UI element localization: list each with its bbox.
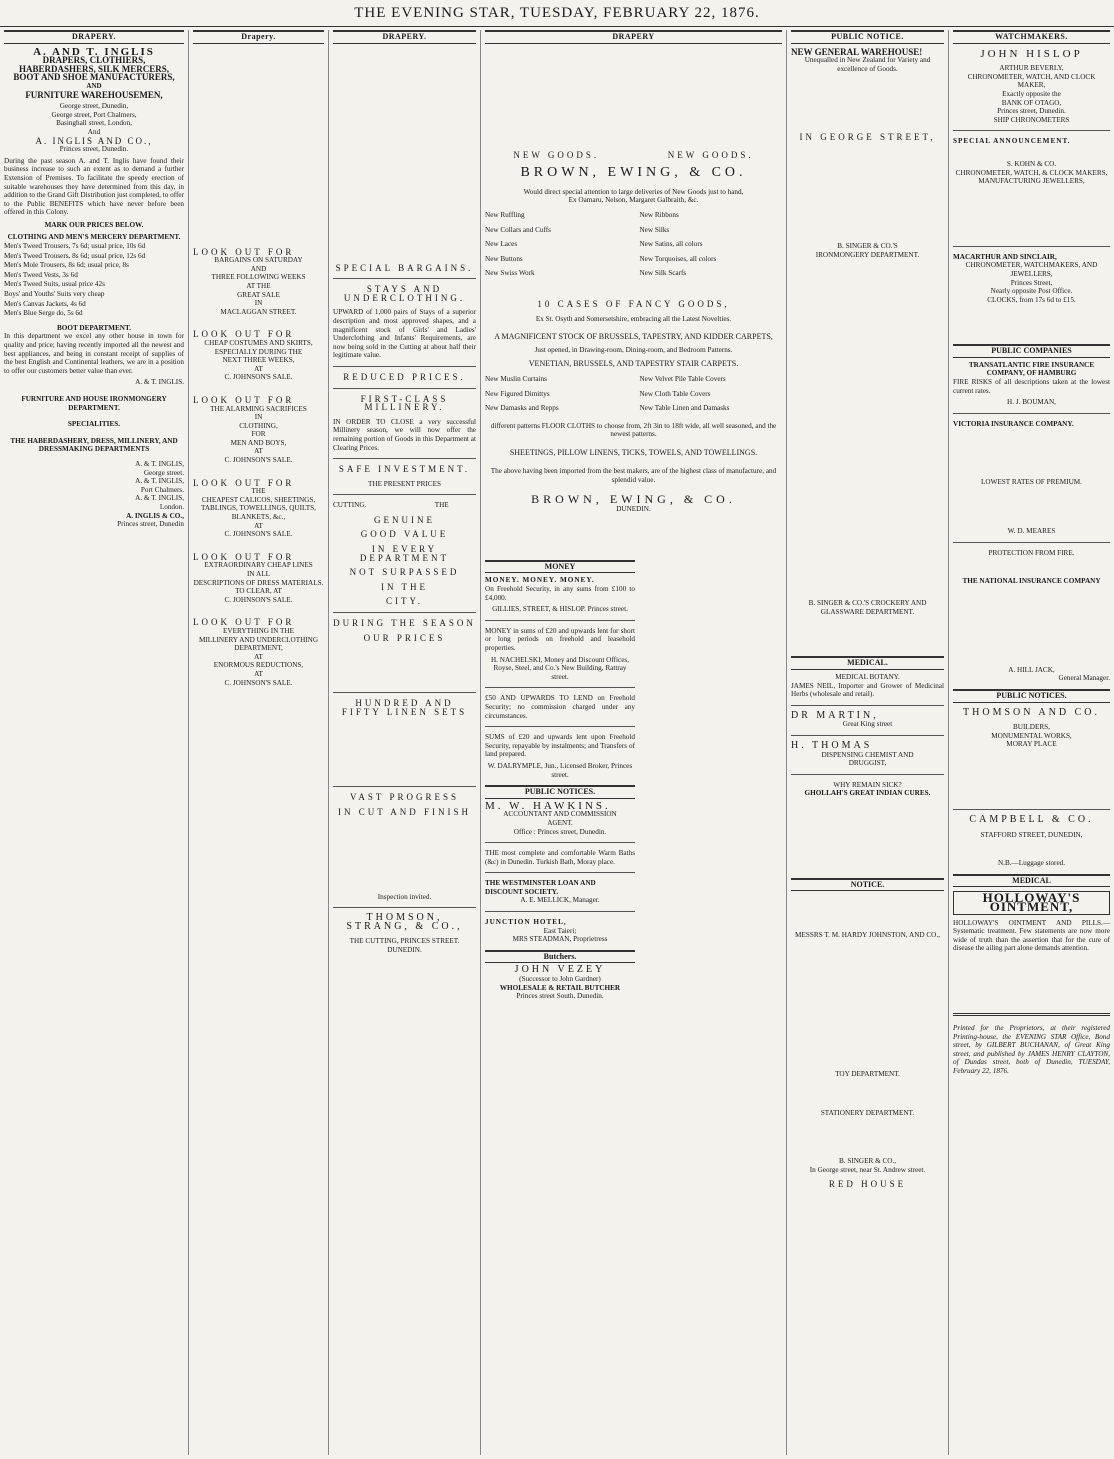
national-insurance: THE NATIONAL INSURANCE COMPANY: [962, 577, 1101, 586]
meares: W. D. MEARES: [1007, 527, 1056, 536]
our-prices: OUR PRICES: [363, 632, 446, 643]
baths: THE most complete and comfortable Warm Baths (&c) in Dunedin. Turkish Bath, Moray place.: [485, 849, 635, 866]
medical-header: MEDICAL.: [791, 656, 944, 670]
column-brown-ewing: [480, 30, 786, 1455]
money-column: [485, 554, 635, 1001]
cut-and-finish: IN CUT AND FINISH: [337, 807, 472, 817]
in-the: IN THE: [380, 581, 429, 592]
dr-martin: DR MARTIN,: [791, 709, 879, 721]
printer-imprint: Printed for the Proprietors, at their registered Printing-house, the EVENING STAR Office, Bond street, by GILBERT BUCHANAN, of Great King street, and published by JAMES HENRY CLAYTON, of Dundas street, both of Dunedin, TUESDAY, February 22, 1876.: [953, 1023, 1110, 1075]
clothing-department: CLOTHING AND MEN'S MERCERY DEPARTMENT.: [7, 233, 181, 242]
safe-investment: SAFE INVESTMENT.: [338, 464, 471, 475]
junction-hotel: JUNCTION HOTEL,: [485, 918, 567, 927]
why-sick: WHY REMAIN SICK?: [833, 780, 902, 789]
campbell: CAMPBELL & CO.: [969, 813, 1094, 825]
clocks: CLOCKS, from 17s 6d to £15.: [987, 295, 1076, 304]
johnson-ad-5: LOOK OUT FOR EXTRAORDINARY CHEAP LINES IN ALL DESCRIPTIONS OF DRESS MATERIALS. TO CLEAR, AT C. JOHNSON'S SALE.: [193, 551, 324, 604]
column-header: DRAPERY.: [4, 30, 184, 44]
inglis-intro: During the past season A. and T. Inglis have found their business increase to such an extent as to demand a further Extension of Premises. To facilitate the speedy erection of suitable warehouses they have determined from this day, in addition to the Grand Gift Distribution just completed, to offer to the Public BENEFITS which have never before been offered in this Colony.: [4, 156, 184, 217]
reduced-prices: REDUCED PRICES.: [343, 371, 466, 382]
brown-ewing-intro: Would direct special attention to large deliveries of New Goods just to hand,: [523, 187, 744, 196]
boot-text: In this department we excel any other house in town for quality and price; having recently imported all the newest and best appliances, and being in constant receipt of supplies of the best English and Continental leathers, we are in a position to offer our customers better value than ever.: [4, 332, 184, 375]
ghollah: GHOLLAH'S GREAT INDIAN CURES.: [804, 789, 931, 798]
singer-1: B. SINGER & CO.'S: [837, 241, 898, 250]
hawkins-sub: ACCOUNTANT AND COMMISSION: [503, 810, 617, 819]
present-prices: THE PRESENT PRICES: [368, 479, 441, 488]
curtains-list: New Muslin Curtains New Figured Dimittys New Damasks and Repps New Velvet Pile Table Covers New Cloth Table Covers New Table Linen and Damasks: [485, 374, 730, 413]
warehouse-title: NEW GENERAL WAREHOUSE!: [791, 46, 923, 57]
toy-department: TOY DEPARTMENT.: [835, 1070, 900, 1079]
hardy-johnston: MESSRS T. M. HARDY JOHNSTON, AND CO.,: [795, 931, 940, 940]
thomson-sub-2: MONUMENTAL WORKS,: [991, 731, 1072, 740]
macarthur: MACARTHUR AND SINCLAIR,: [953, 252, 1057, 261]
kohn: S. KOHN & CO.: [1006, 159, 1057, 168]
red-house: RED HOUSE: [828, 1179, 907, 1190]
vast-progress: VAST PROGRESS: [350, 792, 459, 803]
transatlantic: TRANSATLANTIC FIRE INSURANCE COMPANY, OF HAMBURG: [968, 360, 1095, 378]
money-header: MONEY: [485, 560, 635, 574]
thomson-and-co: THOMSON AND CO.: [963, 706, 1100, 718]
column-thomson-strang: [328, 30, 480, 1455]
bouman: H. J. BOUMAN,: [1007, 398, 1056, 407]
new-goods: NEW GOODS. NEW GOODS.: [513, 149, 754, 160]
money-firm: GILLIES, STREET, & HISLOP. Princes street.: [492, 605, 628, 614]
macarthur-sub-3: Nearly opposite Post Office.: [990, 287, 1073, 296]
campbell-sub: STAFFORD STREET, DUNEDIN,: [980, 830, 1083, 839]
linen-sets: HUNDRED AND FIFTY LINEN SETS: [341, 698, 468, 717]
junction-sub: East Taieri;: [543, 926, 577, 935]
imported-note: The above having been imported from the best makers, are of the highest class of manufacture, and splendid value.: [490, 467, 777, 485]
public-notices-header: PUBLIC NOTICES.: [953, 689, 1110, 703]
warehouse-sub: Unequalled in New Zealand for Variety and excellence of Goods.: [804, 56, 931, 73]
medical-header: MEDICAL: [953, 874, 1110, 888]
sheetings: SHEETINGS, PILLOW LINENS, TICKS, TOWELS, AND TOWELLINGS.: [509, 447, 758, 457]
inglis-signature: A. & T. INGLIS.: [135, 378, 184, 387]
inglis-footer-signatures: A. & T. INGLIS, George street. A. & T. INGLIS, Port Chalmers. A. & T. INGLIS, London. A. INGLIS & CO., Princes street, Dunedin: [117, 459, 184, 529]
carpets: A MAGNIFICENT STOCK OF BRUSSELS, TAPESTRY, AND KIDDER CARPETS,: [494, 332, 773, 342]
boot-department: BOOT DEPARTMENT.: [56, 323, 132, 332]
column-inglis: [0, 30, 188, 1455]
good-value: GOOD VALUE: [360, 529, 449, 540]
mellick: A. E. MELLICK, Manager.: [520, 896, 600, 905]
every-department: IN EVERY DEPARTMENT: [359, 544, 450, 563]
column-header: WATCHMAKERS.: [953, 30, 1110, 44]
johnson-ad-6: LOOK OUT FOR EVERYTHING IN THE MILLINERY AND UNDERCLOTHING DEPARTMENT, AT ENORMOUS REDUCTIONS, AT C. JOHNSON'S SALE.: [193, 617, 319, 687]
brown-ewing-title: BROWN, EWING, & CO.: [520, 165, 747, 181]
notice-header: NOTICE.: [791, 878, 944, 892]
kohn-sub-2: MANUFACTURING JEWELLERS,: [978, 177, 1085, 186]
carpets-sub: Just opened, in Drawing-room, Dining-room, and Bedroom Patterns.: [534, 345, 733, 354]
stair-carpets: VENETIAN, BRUSSELS, AND TAPESTRY STAIR CARPETS.: [528, 359, 739, 369]
thomas-sub: DISPENSING CHEMIST AND: [821, 750, 914, 759]
clothing-list: Men's Tweed Trousers, 7s 6d; usual price, 10s 6d Men's Tweed Trousers, 8s 6d; usual price, 12s 6d Men's Mole Trousers, 8s 6d; usual price, 8s Men's Tweed Vests, 3s 6d Men's Tweed Suits, usual price 42s Boys' and Youths' Suits very cheap Men's Canvas Jackets, 4s 6d Men's Blue Serge do, 5s 6d: [4, 242, 146, 318]
thomson-sub-3: MORAY PLACE: [1006, 740, 1057, 749]
westminster: THE WESTMINSTER LOAN AND DISCOUNT SOCIETY.: [485, 879, 596, 896]
holloway-title: HOLLOWAY'S OINTMENT,: [953, 891, 1110, 914]
inspection-invited: Inspection invited.: [377, 892, 432, 901]
dunedin: DUNEDIN.: [387, 945, 422, 954]
city: CITY.: [385, 596, 424, 607]
kohn-sub-1: CHRONOMETER, WATCH, & CLOCK MAKERS,: [955, 168, 1108, 177]
singer-footer: B. SINGER & CO.,: [838, 1157, 897, 1166]
masthead: THE EVENING STAR, TUESDAY, FEBRUARY 22, 1876.: [0, 0, 1114, 27]
vezey-trade: WHOLESALE & RETAIL BUTCHER: [499, 983, 621, 992]
macarthur-sub-2: Princes Street,: [1010, 278, 1053, 287]
johnson-ad-1: LOOK OUT FOR BARGAINS ON SATURDAY AND THREE FOLLOWING WEEKS AT THE GREAT SALE IN MACLAGGAN STREET.: [193, 246, 306, 316]
fancy-goods: 10 CASES OF FANCY GOODS,: [537, 298, 730, 309]
dunedin: DUNEDIN.: [616, 505, 651, 514]
johnson-ad-4: LOOK OUT FOR THE CHEAPEST CALICOS, SHEETINGS, TABLINGS, TOWELLINGS, QUILTS, BLANKETS, &c., AT C. JOHNSON'S SALE.: [193, 477, 316, 539]
nachelski: H. NACHELSKI, Money and Discount Offices, Royse, Steel, and Co.'s New Building, Rattray street.: [490, 655, 629, 681]
thomas-druggist: DRUGGIST,: [848, 759, 887, 768]
millinery-text: IN ORDER TO CLOSE a very successful Millinery season, we will now offer the remaining portion of Goods in this Department at Clearing Prices.: [333, 417, 476, 452]
column-johnson-sale: [188, 30, 328, 1455]
lowest-rates: LOWEST RATES OF PREMIUM.: [981, 478, 1082, 487]
hawkins: M. W. HAWKINS.: [485, 799, 611, 812]
money-title: MONEY. MONEY. MONEY.: [485, 576, 595, 585]
hawkins-office: Office : Princes street, Dunedin.: [513, 827, 607, 836]
thomson-strang: THOMSON, STRANG, & CO.,: [346, 912, 463, 932]
hislop-sub-5: Princes street, Dunedin.: [997, 107, 1066, 116]
lend-text: £50 AND UPWARDS TO LEND on Freehold Security; no commission charged under any circumstances.: [485, 694, 635, 720]
hislop-sub-4: BANK OF OTAGO,: [1001, 98, 1062, 107]
haberdashery-department: THE HABERDASHERY, DRESS, MILLINERY, AND DRESSMAKING DEPARTMENTS: [10, 436, 178, 454]
the-cutting: THE CUTTING, PRINCES STREET.: [349, 937, 460, 946]
column-header: Drapery.: [193, 30, 324, 44]
dr-martin-sub: Great King street: [842, 720, 893, 729]
singer-footer-sub: In George street, near St. Andrew street.: [809, 1165, 926, 1174]
genuine: GENUINE: [374, 514, 435, 525]
lower-columns: [485, 554, 782, 1001]
steadman: MRS STEADMAN, Proprietress: [512, 935, 608, 944]
hill-jack: A. HILL JACK,: [1008, 665, 1055, 674]
brown-ewing-signature: BROWN, EWING, & CO.: [531, 491, 736, 506]
hislop-sub-6: SHIP CHRONOMETERS: [993, 115, 1070, 124]
public-companies-header: PUBLIC COMPANIES: [953, 344, 1110, 358]
brown-ewing-ships: Ex Oamaru, Nelson, Margaret Galbraith, &c.: [568, 196, 699, 205]
h-thomas: H. THOMAS: [791, 739, 873, 751]
stays-heading: STAYS AND UNDERCLOTHING.: [343, 284, 466, 303]
fire-risks: FIRE RISKS of all descriptions taken at the lowest current rates.: [953, 378, 1110, 395]
crockery: B. SINGER & CO.'S CROCKERY AND GLASSWARE DEPARTMENT.: [808, 599, 927, 616]
hislop: JOHN HISLOP: [980, 47, 1083, 60]
fancy-goods-sub: Ex St. Osyth and Somersetshire, embracing all the Latest Novelties.: [535, 314, 732, 323]
vezey: JOHN VEZEY: [514, 964, 606, 976]
column-header: PUBLIC NOTICE.: [791, 30, 944, 44]
special-bargains: SPECIAL BARGAINS.: [335, 262, 474, 273]
floorcloths: different patterns FLOOR CLOTHS to choose from, 2ft 3in to 18ft wide, all well seasoned, and the newest patterns.: [490, 421, 777, 439]
special-announcement: SPECIAL ANNOUNCEMENT.: [953, 137, 1071, 146]
cutting-row: CUTTING. THE: [333, 501, 449, 510]
furniture-department: FURNITURE AND HOUSE IRONMONGERY DEPARTMENT.: [21, 394, 167, 412]
hislop-sub-2: CHRONOMETER, WATCH, AND CLOCK MAKER,: [967, 72, 1096, 90]
column-watchmakers: [948, 30, 1114, 1455]
george-street: IN GEORGE STREET,: [799, 132, 936, 143]
protection-from-fire: PROTECTION FROM FIRE.: [988, 548, 1075, 557]
hawkins-agent: AGENT.: [547, 818, 573, 827]
millinery-heading: FIRST-CLASS MILLINERY.: [360, 393, 449, 413]
butchers-header: Butchers.: [485, 950, 635, 964]
hislop-sub-3: Exactly opposite the: [1002, 89, 1061, 98]
medical-botany: MEDICAL BOTANY.: [835, 672, 900, 681]
column-header: DRAPERY: [485, 30, 782, 44]
stays-text: UPWARD of 1,000 pairs of Stays of a superior description and most approved shapes, and a magnificent stock of Girls' and Ladies' Underclothing and Infants' Requirements, are now being sold in the Cutting at about half their legitimate value.: [333, 308, 476, 360]
money-text: On Freehold Security, in any sums from £100 to £4,000.: [485, 585, 635, 602]
johnson-ad-2: LOOK OUT FOR CHEAP COSTUMES AND SKIRTS, ESPECIALLY DURING THE NEXT THREE WEEKS, AT C. JOHNSON'S SALE.: [193, 329, 313, 382]
ironmongery: IRONMONGERY DEPARTMENT.: [815, 250, 920, 259]
hislop-sub-1: ARTHUR BEVERLY,: [999, 64, 1064, 73]
sums-text: SUMS of £20 and upwards lent upon Freehold Security, repayable by instalments; and Transfers of land prepared.: [485, 733, 635, 759]
mark-prices: MARK OUR PRICES BELOW.: [44, 220, 144, 229]
loan-text: MONEY in sums of £20 and upwards lent for short or long periods on freehold and leasehold properties.: [485, 626, 635, 652]
inglis-addresses: George street, Dunedin, George street, Port Chalmers, Basinghall street, London, And A. INGLIS AND CO., Princes street, Dunedin.: [35, 102, 153, 154]
specialities: SPECIALITIES.: [67, 420, 121, 429]
during-season: DURING THE SEASON: [333, 618, 476, 629]
hill-jack-sub: General Manager.: [1058, 674, 1110, 683]
column-singer: [786, 30, 948, 1455]
not-surpassed: NOT SURPASSED: [349, 567, 460, 578]
dalrymple: W. DALRYMPLE, Jun., Licensed Broker, Princes street.: [487, 761, 633, 779]
johnson-ad-3: LOOK OUT FOR THE ALARMING SACRIFICES IN CLOTHING, FOR MEN AND BOYS, AT C. JOHNSON'S SALE.: [193, 394, 307, 465]
thomson-sub-1: BUILDERS,: [1013, 723, 1050, 732]
public-notices-header: PUBLIC NOTICES.: [485, 785, 635, 799]
holloway-text: HOLLOWAY'S OINTMENT AND PILLS.—Systematic treatment. Few statements are now more wide of truth than the assertion that for the cure of disease the ailing part alone demands attention.: [953, 918, 1110, 953]
goods-list: New Ruffling New Collars and Cuffs New Laces New Buttons New Swiss Work New Ribbons New Silks New Satins, all colors New Torquoises, all colors New Silk Scarfs: [485, 210, 717, 278]
luggage-stored: N.B.—Luggage stored.: [997, 859, 1066, 868]
macarthur-sub-1: CHRONOMETER, WATCHMAKERS, AND JEWELLERS,: [965, 261, 1098, 278]
inglis-title: A. AND T. INGLIS DRAPERS, CLOTHIERS, HABERDASHERS, SILK MERCERS, BOOT AND SHOE MANUFACTURERS, AND FURNITURE WAREHOUSEMEN,: [13, 45, 175, 100]
column-header: DRAPERY.: [333, 30, 476, 44]
victoria-insurance: VICTORIA INSURANCE COMPANY.: [953, 419, 1074, 428]
stationery-department: STATIONERY DEPARTMENT.: [820, 1108, 915, 1117]
vezey-address: Princes street South, Dunedin.: [516, 992, 604, 1001]
james-neil: JAMES NEIL, Importer and Grower of Medicinal Herbs (wholesale and retail).: [791, 681, 944, 699]
vezey-sub: (Successor to John Gardner): [519, 975, 601, 984]
